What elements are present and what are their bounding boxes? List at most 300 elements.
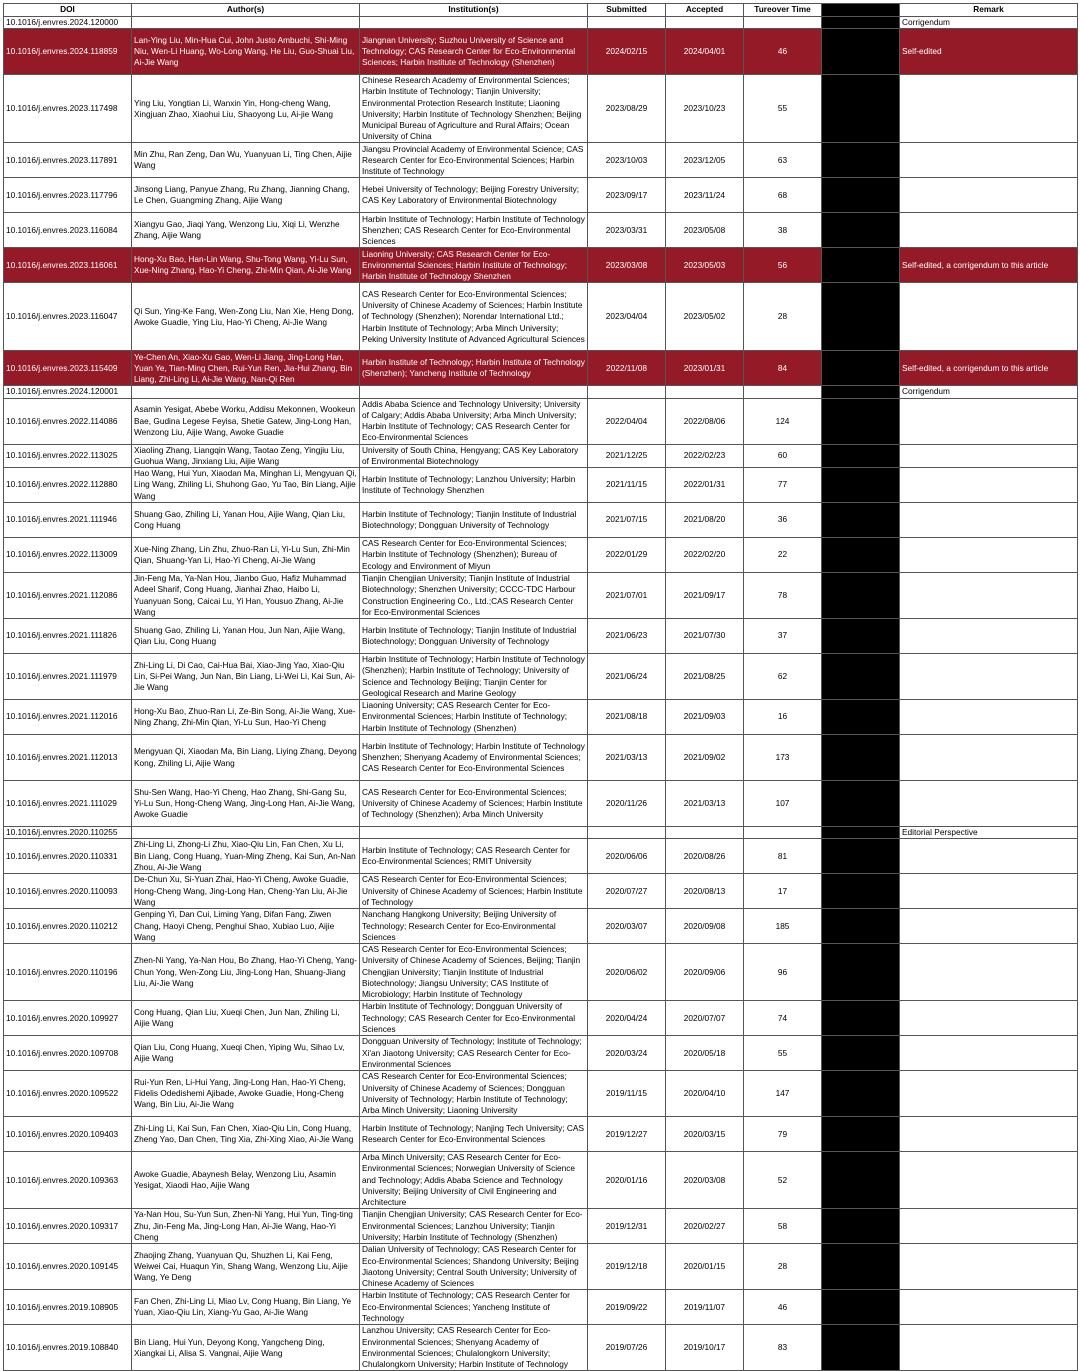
cell-accepted: 2024/04/01	[666, 29, 744, 75]
cell-remark	[900, 1071, 1078, 1117]
cell-accepted: 2019/11/07	[666, 1290, 744, 1325]
cell-remark	[900, 1117, 1078, 1152]
cell-remark	[900, 654, 1078, 700]
table-row	[4, 283, 1078, 351]
cell-doi: 10.1016/j.envres.2024.120001	[4, 386, 132, 398]
cell-handling-editor	[822, 75, 900, 143]
cell-submitted: 2020/03/07	[588, 909, 666, 944]
cell-handling-editor	[822, 654, 900, 700]
cell-authors: Fan Chen, Zhi-Ling Li, Miao Lv, Cong Huang, Bin Liang, Ye Yuan, Xiao-Qiu Lin, Xiang-Yu Gao, Ai-Jie Wang	[132, 1290, 360, 1325]
cell-handling-editor	[822, 1290, 900, 1325]
cell-doi: 10.1016/j.envres.2023.117796	[4, 178, 132, 213]
cell-doi: 10.1016/j.envres.2020.109363	[4, 1152, 132, 1209]
cell-doi: 10.1016/j.envres.2020.110212	[4, 909, 132, 944]
cell-turnover-time: 79	[744, 1117, 822, 1152]
table-row	[4, 1152, 1078, 1209]
cell-authors: Qian Liu, Cong Huang, Xueqi Chen, Yiping Wu, Sihao Lv, Aijie Wang	[132, 1036, 360, 1071]
cell-submitted: 2019/12/27	[588, 1117, 666, 1152]
cell-doi: 10.1016/j.envres.2020.109522	[4, 1071, 132, 1117]
cell-authors: Ye-Chen An, Xiao-Xu Gao, Wen-Li Jiang, Jing-Long Han, Yuan Ye, Tian-Ming Chen, Rui-Yun Ren, Jia-Hui Zhang, Bin Liang, Zhi-Ling Li, Ai-Jie Wang, Nan-Qi Ren	[132, 351, 360, 386]
cell-submitted: 2022/11/08	[588, 351, 666, 386]
cell-turnover-time: 36	[744, 503, 822, 538]
cell-authors: Shuang Gao, Zhiling Li, Yanan Hou, Jun Nan, Aijie Wang, Qian Liu, Cong Huang	[132, 619, 360, 654]
cell-institutions: Harbin Institute of Technology; Tianjin Institute of Industrial Biotechnology; Dongguan University of Technology	[360, 503, 588, 538]
cell-submitted: 2023/04/04	[588, 283, 666, 351]
cell-remark: Corrigendum	[900, 17, 1078, 29]
cell-institutions: Tianjin Chengjian University; CAS Research Center for Eco-Environmental Sciences; Lanzhou University; Tianjin University; Harbin Institute of Technology (Shenzhen)	[360, 1209, 588, 1244]
table-row	[4, 573, 1078, 619]
cell-turnover-time: 55	[744, 75, 822, 143]
cell-handling-editor	[822, 1209, 900, 1244]
cell-handling-editor	[822, 178, 900, 213]
table-row	[4, 143, 1078, 178]
cell-handling-editor	[822, 827, 900, 839]
cell-remark	[900, 1209, 1078, 1244]
cell-remark	[900, 178, 1078, 213]
cell-turnover-time: 124	[744, 398, 822, 444]
table-row	[4, 503, 1078, 538]
cell-authors: Asamin Yesigat, Abebe Worku, Addisu Mekonnen, Wookeun Bae, Gudina Legese Feyisa, Shetie Gatew, Jing-Long Han, Wenzong Liu, Aijie Wang, Awoke Guadie	[132, 398, 360, 444]
cell-authors: Hong-Xu Bao, Han-Lin Wang, Shu-Tong Wang, Yi-Lu Sun, Xue-Ning Zhang, Hao-Yi Cheng, Zhi-Min Qian, Ai-Jie Wang	[132, 248, 360, 283]
cell-remark	[900, 944, 1078, 1001]
cell-doi: 10.1016/j.envres.2020.110196	[4, 944, 132, 1001]
cell-doi: 10.1016/j.envres.2023.116084	[4, 213, 132, 248]
cell-accepted: 2021/08/20	[666, 503, 744, 538]
cell-remark	[900, 700, 1078, 735]
cell-submitted: 2021/11/15	[588, 468, 666, 503]
cell-doi: 10.1016/j.envres.2021.111826	[4, 619, 132, 654]
cell-submitted: 2023/03/08	[588, 248, 666, 283]
table-row	[4, 1325, 1078, 1371]
cell-institutions: CAS Research Center for Eco-Environmental Sciences; Harbin Institute of Technology (Shenzhen); Bureau of Ecology and Environment of Miyun	[360, 538, 588, 573]
cell-institutions: CAS Research Center for Eco-Environmental Sciences; University of Chinese Academy of Sciences; Dongguan University of Technology; Harbin Institute of Technology; Arba Minch University; Liaoning University	[360, 1071, 588, 1117]
cell-turnover-time: 77	[744, 468, 822, 503]
cell-doi: 10.1016/j.envres.2022.113009	[4, 538, 132, 573]
cell-handling-editor	[822, 909, 900, 944]
cell-accepted	[666, 386, 744, 398]
table-row	[4, 1209, 1078, 1244]
cell-accepted: 2020/01/15	[666, 1244, 744, 1290]
cell-authors: Xiaoling Zhang, Liangqin Wang, Taotao Zeng, Yingjiu Liu, Guohua Wang, Jinxiang Liu, Aijie Wang	[132, 444, 360, 467]
cell-authors: Shu-Sen Wang, Hao-Yi Cheng, Hao Zhang, Shi-Gang Su, Yi-Lu Sun, Hong-Cheng Wang, Jing-Long Han, Ai-Jie Wang, Awoke Guadie	[132, 781, 360, 827]
header-institutions: Institution(s)	[360, 4, 588, 17]
cell-handling-editor	[822, 503, 900, 538]
header-submitted: Submitted	[588, 4, 666, 17]
cell-institutions: Lanzhou University; CAS Research Center for Eco-Environmental Sciences; Shenyang Academy of Environmental Sciences; Chulalongkorn University; Chulalongkorn University; Harbin Institute of Technology	[360, 1325, 588, 1371]
cell-authors: Xue-Ning Zhang, Lin Zhu, Zhuo-Ran Li, Yi-Lu Sun, Zhi-Min Qian, Shuang-Yan Li, Hao-Yi Cheng, Ai-Jie Wang	[132, 538, 360, 573]
cell-submitted: 2020/01/16	[588, 1152, 666, 1209]
cell-turnover-time: 37	[744, 619, 822, 654]
cell-doi: 10.1016/j.envres.2019.108840	[4, 1325, 132, 1371]
cell-authors: Hao Wang, Hui Yun, Xiaodan Ma, Minghan Li, Mengyuan Qi, Ling Wang, Zhiling Li, Shuhong Gao, Yu Tao, Bin Liang, Aijie Wang	[132, 468, 360, 503]
table-row	[4, 538, 1078, 573]
cell-institutions	[360, 17, 588, 29]
table-row	[4, 1036, 1078, 1071]
cell-turnover-time: 185	[744, 909, 822, 944]
cell-authors: Mengyuan Qi, Xiaodan Ma, Bin Liang, Liying Zhang, Deyong Kong, Zhiling Li, Aijie Wang	[132, 735, 360, 781]
cell-doi: 10.1016/j.envres.2021.112016	[4, 700, 132, 735]
cell-authors: Zhi-Ling Li, Zhong-Li Zhu, Xiao-Qiu Lin, Fan Chen, Xu Li, Bin Liang, Cong Huang, Yuan-Ming Zheng, Kai Sun, An-Nan Zhou, Ai-Jie Wang	[132, 839, 360, 874]
cell-remark	[900, 1244, 1078, 1290]
cell-remark	[900, 874, 1078, 909]
cell-accepted: 2020/09/06	[666, 944, 744, 1001]
cell-turnover-time: 58	[744, 1209, 822, 1244]
cell-handling-editor	[822, 1117, 900, 1152]
cell-accepted: 2020/03/15	[666, 1117, 744, 1152]
cell-accepted	[666, 17, 744, 29]
cell-submitted: 2022/04/04	[588, 398, 666, 444]
cell-submitted: 2020/03/24	[588, 1036, 666, 1071]
cell-authors: Shuang Gao, Zhiling Li, Yanan Hou, Aijie Wang, Qian Liu, Cong Huang	[132, 503, 360, 538]
cell-doi: 10.1016/j.envres.2022.114086	[4, 398, 132, 444]
cell-authors: Xiangyu Gao, Jiaqi Yang, Wenzong Liu, Xiqi Li, Wenzhe Zhang, Aijie Wang	[132, 213, 360, 248]
table-row	[4, 444, 1078, 467]
cell-turnover-time: 52	[744, 1152, 822, 1209]
cell-turnover-time: 147	[744, 1071, 822, 1117]
cell-remark	[900, 213, 1078, 248]
cell-accepted: 2021/09/17	[666, 573, 744, 619]
cell-submitted: 2019/07/26	[588, 1325, 666, 1371]
cell-doi: 10.1016/j.envres.2020.109145	[4, 1244, 132, 1290]
table-row	[4, 619, 1078, 654]
cell-accepted: 2021/08/25	[666, 654, 744, 700]
cell-submitted: 2022/01/29	[588, 538, 666, 573]
cell-accepted: 2020/07/07	[666, 1001, 744, 1036]
cell-doi: 10.1016/j.envres.2020.110255	[4, 827, 132, 839]
cell-doi: 10.1016/j.envres.2019.108905	[4, 1290, 132, 1325]
cell-turnover-time: 55	[744, 1036, 822, 1071]
cell-submitted: 2020/06/06	[588, 839, 666, 874]
cell-handling-editor	[822, 1036, 900, 1071]
cell-accepted: 2019/10/17	[666, 1325, 744, 1371]
cell-turnover-time: 28	[744, 1244, 822, 1290]
cell-accepted: 2023/12/05	[666, 143, 744, 178]
cell-submitted: 2021/06/24	[588, 654, 666, 700]
cell-institutions: CAS Research Center for Eco-Environmental Sciences; University of Chinese Academy of Sciences; Harbin Institute of Technology (Shenzhen); Norendar International Ltd.; Harbin Institute of Technology; Arba Minch University; Peking University Institute of Advanced Agricultural Sciences	[360, 283, 588, 351]
cell-handling-editor	[822, 700, 900, 735]
cell-institutions: Dalian University of Technology; CAS Research Center for Eco-Environmental Sciences; Shandong University; Beijing Jiaotong University; Central South University; University of Chinese Academy of Sciences	[360, 1244, 588, 1290]
cell-authors: Cong Huang, Qian Liu, Xueqi Chen, Jun Nan, Zhiling Li, Aijie Wang	[132, 1001, 360, 1036]
cell-accepted: 2020/02/27	[666, 1209, 744, 1244]
table-row	[4, 1244, 1078, 1290]
publication-table	[3, 3, 1078, 1371]
cell-institutions: Tianjin Chengjian University; Tianjin Institute of Industrial Biotechnology; Shenzhen University; CCCC-TDC Harbour Construction Engineering Co., Ltd.;CAS Research Center for Eco-Environmental Sciences	[360, 573, 588, 619]
table-row	[4, 1117, 1078, 1152]
cell-institutions: Arba Minch University; CAS Research Center for Eco-Environmental Sciences; Norwegian University of Science and Technology; Addis Ababa Science and Technology University; Beijing University of Civil Engineering and Architecture	[360, 1152, 588, 1209]
cell-doi: 10.1016/j.envres.2020.109927	[4, 1001, 132, 1036]
cell-handling-editor	[822, 213, 900, 248]
cell-doi: 10.1016/j.envres.2020.109403	[4, 1117, 132, 1152]
cell-authors	[132, 386, 360, 398]
cell-institutions: CAS Research Center for Eco-Environmental Sciences; University of Chinese Academy of Sciences; Harbin Institute of Technology	[360, 874, 588, 909]
cell-turnover-time: 81	[744, 839, 822, 874]
cell-doi: 10.1016/j.envres.2020.109317	[4, 1209, 132, 1244]
cell-authors: Zhi-Ling Li, Kai Sun, Fan Chen, Xiao-Qiu Lin, Cong Huang, Zheng Yao, Dan Chen, Ting Xia, Zhi-Xing Xiao, Ai-Jie Wang	[132, 1117, 360, 1152]
cell-remark	[900, 573, 1078, 619]
cell-submitted: 2023/08/29	[588, 75, 666, 143]
cell-submitted: 2023/09/17	[588, 178, 666, 213]
cell-submitted: 2023/03/31	[588, 213, 666, 248]
cell-doi: 10.1016/j.envres.2023.116061	[4, 248, 132, 283]
cell-accepted: 2022/01/31	[666, 468, 744, 503]
cell-handling-editor	[822, 283, 900, 351]
table-row	[4, 781, 1078, 827]
cell-submitted: 2021/12/25	[588, 444, 666, 467]
table-row	[4, 398, 1078, 444]
cell-doi: 10.1016/j.envres.2021.111029	[4, 781, 132, 827]
cell-submitted	[588, 386, 666, 398]
cell-institutions: Harbin Institute of Technology; Nanjing Tech University; CAS Research Center for Eco-Environmental Sciences	[360, 1117, 588, 1152]
cell-institutions: Hebei University of Technology; Beijing Forestry University; CAS Key Laboratory of Environmental Biotechnology	[360, 178, 588, 213]
cell-remark	[900, 1325, 1078, 1371]
cell-remark	[900, 1001, 1078, 1036]
table-row	[4, 700, 1078, 735]
cell-doi: 10.1016/j.envres.2024.118859	[4, 29, 132, 75]
cell-remark: Corrigendum	[900, 386, 1078, 398]
cell-submitted: 2019/12/18	[588, 1244, 666, 1290]
cell-accepted: 2020/05/18	[666, 1036, 744, 1071]
cell-remark: Self-edited, a corrigendum to this article	[900, 248, 1078, 283]
cell-remark	[900, 781, 1078, 827]
cell-turnover-time: 96	[744, 944, 822, 1001]
cell-handling-editor	[822, 143, 900, 178]
cell-turnover-time: 62	[744, 654, 822, 700]
cell-handling-editor	[822, 1325, 900, 1371]
cell-remark	[900, 1290, 1078, 1325]
table-row	[4, 827, 1078, 839]
cell-institutions: Harbin Institute of Technology; Dongguan University of Technology; CAS Research Center for Eco-Environmental Sciences	[360, 1001, 588, 1036]
cell-handling-editor	[822, 17, 900, 29]
cell-handling-editor	[822, 1244, 900, 1290]
cell-submitted: 2019/12/31	[588, 1209, 666, 1244]
cell-turnover-time: 46	[744, 29, 822, 75]
cell-authors: De-Chun Xu, Si-Yuan Zhai, Hao-Yi Cheng, Awoke Guadie, Hong-Cheng Wang, Jing-Long Han, Cheng-Yan Liu, Ai-Jie Wang	[132, 874, 360, 909]
cell-institutions: Liaoning University; CAS Research Center for Eco-Environmental Sciences; Harbin Institute of Technology; Harbin Institute of Technology (Shenzhen)	[360, 700, 588, 735]
cell-remark	[900, 398, 1078, 444]
cell-accepted: 2021/07/30	[666, 619, 744, 654]
cell-accepted: 2020/08/13	[666, 874, 744, 909]
cell-submitted	[588, 827, 666, 839]
cell-doi: 10.1016/j.envres.2022.112880	[4, 468, 132, 503]
cell-turnover-time: 60	[744, 444, 822, 467]
cell-accepted: 2023/05/02	[666, 283, 744, 351]
cell-authors: Zhen-Ni Yang, Ya-Nan Hou, Bo Zhang, Hao-Yi Cheng, Yang-Chun Yong, Wen-Zong Liu, Jing-Long Han, Shuang-Jiang Liu, Ai-Jie Wang	[132, 944, 360, 1001]
cell-authors: Ya-Nan Hou, Su-Yun Sun, Zhen-Ni Yang, Hui Yun, Ting-ting Zhu, Jin-Feng Ma, Jing-Long Han, Ai-Jie Wang, Hao-Yi Cheng	[132, 1209, 360, 1244]
cell-submitted: 2021/06/23	[588, 619, 666, 654]
cell-authors: Rui-Yun Ren, Li-Hui Yang, Jing-Long Han, Hao-Yi Cheng, Fidelis Odedishemi Ajibade, Awoke Guadie, Hong-Cheng Wang, Bin Liu, Ai-Jie Wang	[132, 1071, 360, 1117]
table-row	[4, 468, 1078, 503]
publication-table-container	[3, 3, 1077, 1371]
cell-turnover-time: 56	[744, 248, 822, 283]
cell-institutions: Harbin Institute of Technology; CAS Research Center for Eco-Environmental Sciences; Yancheng Institute of Technology	[360, 1290, 588, 1325]
cell-doi: 10.1016/j.envres.2020.109708	[4, 1036, 132, 1071]
cell-institutions: Addis Ababa Science and Technology University; University of Calgary; Addis Ababa University; Arba Minch University; Harbin Institute of Technology; CAS Research Center for Eco-Environmental Sciences	[360, 398, 588, 444]
cell-handling-editor	[822, 351, 900, 386]
cell-institutions: Liaoning University; CAS Research Center for Eco-Environmental Sciences; Harbin Institute of Technology; Harbin Institute of Technology Shenzhen	[360, 248, 588, 283]
cell-handling-editor	[822, 538, 900, 573]
cell-authors: Jin-Feng Ma, Ya-Nan Hou, Jianbo Guo, Hafiz Muhammad Adeel Sharif, Cong Huang, Jianhai Zhao, Haibo Li, Yuanyuan Song, Caicai Lu, Yi Han, Yousuo Zhang, Ai-Jie Wang	[132, 573, 360, 619]
cell-doi: 10.1016/j.envres.2023.115409	[4, 351, 132, 386]
cell-doi: 10.1016/j.envres.2022.113025	[4, 444, 132, 467]
cell-doi: 10.1016/j.envres.2021.112013	[4, 735, 132, 781]
table-row	[4, 351, 1078, 386]
cell-accepted: 2021/09/02	[666, 735, 744, 781]
cell-institutions: Harbin Institute of Technology; Harbin Institute of Technology (Shenzhen); Harbin Institute of Technology; University of Science and Technology Beijing; Tianjin Center for Geological Research and Marine Geology	[360, 654, 588, 700]
cell-turnover-time: 74	[744, 1001, 822, 1036]
cell-turnover-time: 83	[744, 1325, 822, 1371]
cell-authors: Lan-Ying Liu, Min-Hua Cui, John Justo Ambuchi, Shi-Ming Niu, Wen-Li Huang, Wo-Long Wang, He Liu, Guo-Shuai Liu, Ai-Jie Wang	[132, 29, 360, 75]
cell-turnover-time: 28	[744, 283, 822, 351]
table-row	[4, 839, 1078, 874]
cell-submitted	[588, 17, 666, 29]
table-row	[4, 178, 1078, 213]
cell-submitted: 2023/10/03	[588, 143, 666, 178]
table-row	[4, 213, 1078, 248]
cell-doi: 10.1016/j.envres.2021.111979	[4, 654, 132, 700]
cell-remark	[900, 839, 1078, 874]
table-row	[4, 75, 1078, 143]
header-remark: Remark	[900, 4, 1078, 17]
cell-institutions: CAS Research Center for Eco-Environmental Sciences; University of Chinese Academy of Sciences; Harbin Institute of Technology (Shenzhen); Arba Minch University	[360, 781, 588, 827]
cell-institutions: Dongguan University of Technology; Institute of Technology; Xi'an Jiaotong University; CAS Research Center for Eco-Environmental Sciences	[360, 1036, 588, 1071]
cell-turnover-time	[744, 827, 822, 839]
header-accepted: Accepted	[666, 4, 744, 17]
cell-authors: Min Zhu, Ran Zeng, Dan Wu, Yuanyuan Li, Ting Chen, Aijie Wang	[132, 143, 360, 178]
cell-authors: Awoke Guadie, Abaynesh Belay, Wenzong Liu, Asamin Yesigat, Xiaodi Hao, Aijie Wang	[132, 1152, 360, 1209]
cell-authors: Ying Liu, Yongtian Li, Wanxin Yin, Hong-cheng Wang, Xingjuan Zhao, Xiaohui Liu, Shaoyong Lu, Ai-jie Wang	[132, 75, 360, 143]
cell-turnover-time: 68	[744, 178, 822, 213]
cell-accepted: 2020/09/08	[666, 909, 744, 944]
cell-handling-editor	[822, 619, 900, 654]
cell-handling-editor	[822, 386, 900, 398]
cell-turnover-time: 22	[744, 538, 822, 573]
cell-turnover-time: 16	[744, 700, 822, 735]
cell-accepted: 2023/01/31	[666, 351, 744, 386]
cell-remark	[900, 143, 1078, 178]
header-authors: Author(s)	[132, 4, 360, 17]
cell-handling-editor	[822, 735, 900, 781]
header-doi: DOI	[4, 4, 132, 17]
cell-submitted: 2020/11/26	[588, 781, 666, 827]
cell-institutions: University of South China, Hengyang; CAS Key Laboratory of Environmental Biotechnology	[360, 444, 588, 467]
cell-institutions: Nanchang Hangkong University; Beijing University of Technology; Research Center for Eco-Environmental Sciences	[360, 909, 588, 944]
cell-institutions: Jiangsu Provincial Academy of Environmental Science; CAS Research Center for Eco-Environmental Sciences; Harbin Institute of Technology	[360, 143, 588, 178]
table-row	[4, 1001, 1078, 1036]
cell-submitted: 2021/03/13	[588, 735, 666, 781]
cell-remark	[900, 283, 1078, 351]
cell-submitted: 2021/07/01	[588, 573, 666, 619]
cell-remark	[900, 1152, 1078, 1209]
table-row	[4, 1071, 1078, 1117]
header-row	[4, 4, 1078, 17]
cell-submitted: 2021/07/15	[588, 503, 666, 538]
cell-handling-editor	[822, 1071, 900, 1117]
cell-turnover-time	[744, 17, 822, 29]
cell-institutions: Harbin Institute of Technology; Harbin Institute of Technology (Shenzhen); Yancheng Institute of Technology	[360, 351, 588, 386]
table-row	[4, 909, 1078, 944]
cell-handling-editor	[822, 839, 900, 874]
cell-handling-editor	[822, 781, 900, 827]
cell-remark	[900, 75, 1078, 143]
cell-handling-editor	[822, 398, 900, 444]
cell-doi: 10.1016/j.envres.2023.116047	[4, 283, 132, 351]
cell-accepted: 2023/05/03	[666, 248, 744, 283]
cell-institutions	[360, 386, 588, 398]
cell-turnover-time: 38	[744, 213, 822, 248]
cell-institutions: Harbin Institute of Technology; Lanzhou University; Harbin Institute of Technology Shenzhen	[360, 468, 588, 503]
header-turnover-time: Tureover Time	[744, 4, 822, 17]
cell-submitted: 2020/06/02	[588, 944, 666, 1001]
cell-handling-editor	[822, 1152, 900, 1209]
table-row	[4, 944, 1078, 1001]
cell-handling-editor	[822, 468, 900, 503]
cell-doi: 10.1016/j.envres.2023.117498	[4, 75, 132, 143]
cell-remark	[900, 538, 1078, 573]
cell-accepted: 2021/03/13	[666, 781, 744, 827]
cell-handling-editor	[822, 444, 900, 467]
cell-institutions: Harbin Institute of Technology; Harbin Institute of Technology Shenzhen; Shenyang Academy of Environmental Sciences; CAS Research Center for Eco-Environmental Sciences	[360, 735, 588, 781]
cell-submitted: 2021/08/18	[588, 700, 666, 735]
table-row	[4, 654, 1078, 700]
cell-doi: 10.1016/j.envres.2024.120000	[4, 17, 132, 29]
table-row	[4, 1290, 1078, 1325]
cell-authors: Bin Liang, Hui Yun, Deyong Kong, Yangcheng Ding, Xiangkai Li, Alisa S. Vangnai, Aijie Wang	[132, 1325, 360, 1371]
cell-doi: 10.1016/j.envres.2021.112086	[4, 573, 132, 619]
cell-authors	[132, 827, 360, 839]
table-row	[4, 386, 1078, 398]
cell-doi: 10.1016/j.envres.2020.110331	[4, 839, 132, 874]
cell-accepted: 2020/04/10	[666, 1071, 744, 1117]
table-row	[4, 735, 1078, 781]
cell-accepted: 2020/03/08	[666, 1152, 744, 1209]
cell-doi: 10.1016/j.envres.2020.110093	[4, 874, 132, 909]
header-handling-editor: Handling Editor	[822, 4, 900, 17]
cell-handling-editor	[822, 248, 900, 283]
cell-doi: 10.1016/j.envres.2023.117891	[4, 143, 132, 178]
table-row	[4, 17, 1078, 29]
cell-authors: Genping Yi, Dan Cui, Liming Yang, Difan Fang, Ziwen Chang, Haoyi Cheng, Penghui Shao, Xubiao Luo, Aijie Wang	[132, 909, 360, 944]
cell-authors: Zhi-Ling Li, Di Cao, Cai-Hua Bai, Xiao-Jing Yao, Xiao-Qiu Lin, Si-Pei Wang, Jun Nan, Bin Liang, Li-Wei Li, Kai Sun, Ai-Jie Wang	[132, 654, 360, 700]
cell-accepted: 2022/02/23	[666, 444, 744, 467]
cell-authors: Zhaojing Zhang, Yuanyuan Qu, Shuzhen Li, Kai Feng, Weiwei Cai, Huaqun Yin, Shang Wang, Wenzong Liu, Aijie Wang, Ye Deng	[132, 1244, 360, 1290]
cell-handling-editor	[822, 874, 900, 909]
cell-remark	[900, 735, 1078, 781]
cell-authors	[132, 17, 360, 29]
cell-handling-editor	[822, 573, 900, 619]
cell-turnover-time: 46	[744, 1290, 822, 1325]
cell-remark	[900, 909, 1078, 944]
cell-authors: Hong-Xu Bao, Zhuo-Ran Li, Ze-Bin Song, Ai-Jie Wang, Xue-Ning Zhang, Zhi-Min Qian, Yi-Lu Sun, Hao-Yi Cheng	[132, 700, 360, 735]
table-row	[4, 248, 1078, 283]
cell-accepted: 2023/05/08	[666, 213, 744, 248]
cell-handling-editor	[822, 1001, 900, 1036]
cell-accepted: 2020/08/26	[666, 839, 744, 874]
cell-handling-editor	[822, 29, 900, 75]
cell-turnover-time: 173	[744, 735, 822, 781]
cell-submitted: 2020/04/24	[588, 1001, 666, 1036]
cell-accepted: 2022/08/06	[666, 398, 744, 444]
cell-accepted: 2022/02/20	[666, 538, 744, 573]
cell-institutions: Harbin Institute of Technology; Harbin Institute of Technology Shenzhen; CAS Research Center for Eco-Environmental Sciences	[360, 213, 588, 248]
cell-turnover-time: 78	[744, 573, 822, 619]
cell-remark: Editorial Perspective	[900, 827, 1078, 839]
table-body	[4, 17, 1078, 1371]
cell-accepted: 2023/10/23	[666, 75, 744, 143]
cell-submitted: 2020/07/27	[588, 874, 666, 909]
cell-remark	[900, 468, 1078, 503]
cell-remark	[900, 503, 1078, 538]
cell-authors: Jinsong Liang, Panyue Zhang, Ru Zhang, Jianning Chang, Le Chen, Guangming Zhang, Aijie Wang	[132, 178, 360, 213]
